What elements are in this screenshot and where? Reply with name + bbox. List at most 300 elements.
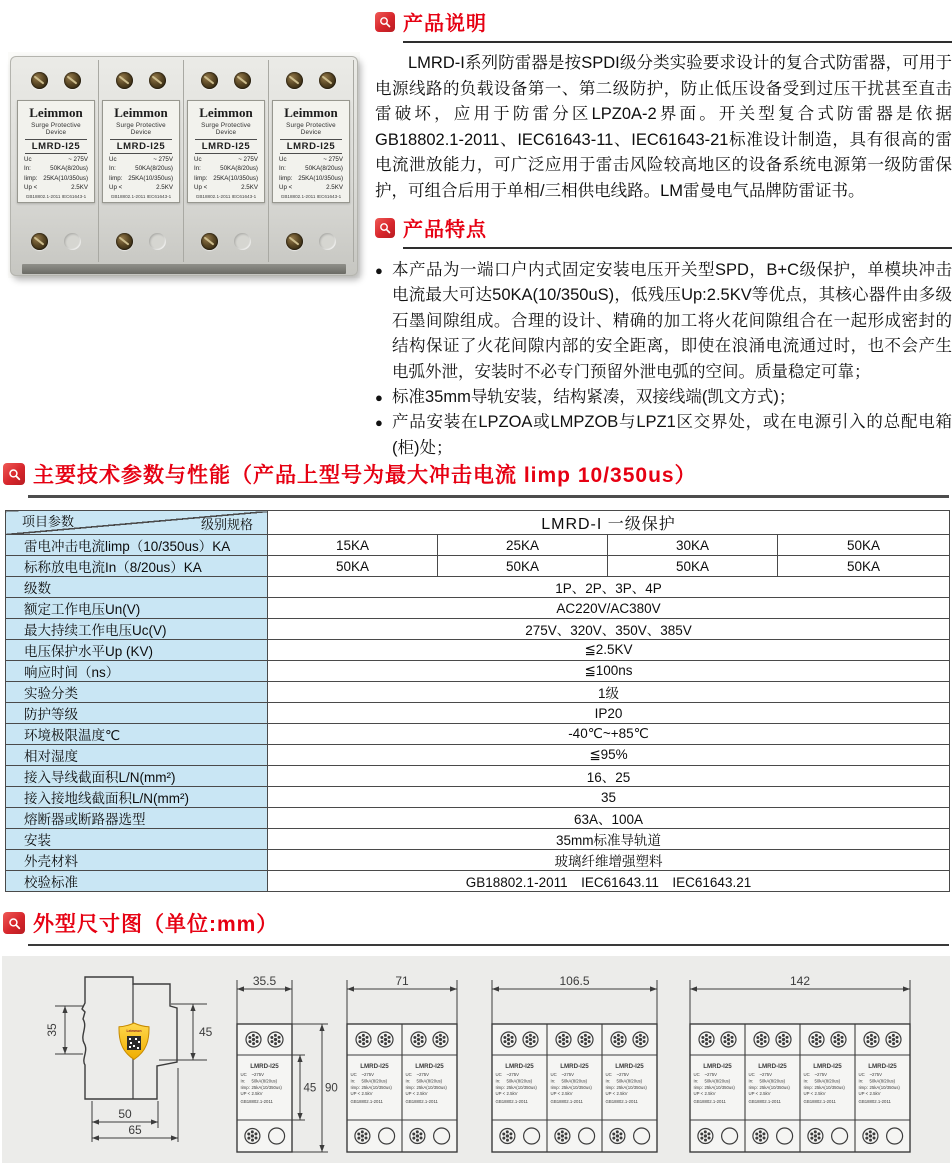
svg-text:2.5kV: 2.5kV [704, 1091, 716, 1097]
spec-value: 2.5KV [71, 183, 88, 191]
table-row [6, 703, 950, 724]
svg-text:2.5kV: 2.5kV [814, 1091, 826, 1097]
spec-line [105, 156, 177, 163]
module-label [187, 100, 265, 203]
brand-subtitle: Surge Protective Device [286, 122, 336, 136]
spec-line [190, 156, 262, 163]
table-row [6, 640, 950, 661]
front-view-drawing-4p [687, 970, 916, 1160]
param-value: 50KA [778, 535, 950, 556]
svg-text:~275V: ~275V [814, 1072, 828, 1077]
product-photo-modules [10, 56, 358, 276]
svg-text:50kA(8/20us): 50kA(8/20us) [361, 1078, 388, 1084]
corner-label-spec: 级别规格 [200, 517, 253, 532]
screw-row-top [99, 60, 183, 93]
brand-subtitle: Surge Protective Device [31, 122, 81, 136]
spec-value: 25KA(10/350us) [128, 174, 173, 182]
param-value: 63A、100A [268, 808, 950, 829]
parameters-table [5, 510, 950, 892]
spec-line [105, 175, 177, 182]
model-label: LMRD-I25 [195, 139, 257, 154]
spec-line [20, 156, 92, 163]
param-label: 熔断器或断路器选型 [6, 808, 268, 829]
spec-value: 50KA(8/20us) [50, 165, 88, 173]
svg-text:50kA(8/20us): 50kA(8/20us) [416, 1078, 443, 1084]
screw-icon [319, 72, 336, 89]
spec-line [20, 165, 92, 172]
spec-value: 2.5KV [326, 183, 343, 191]
screw-row-bottom [184, 221, 268, 262]
spec-value: 25KA(10/350us) [43, 174, 88, 182]
svg-text:25kA(10/350us): 25kA(10/350us) [361, 1084, 392, 1090]
svg-text:2.5kV: 2.5kV [251, 1091, 263, 1097]
section-header-parameters [3, 459, 697, 489]
svg-text:45: 45 [199, 1025, 213, 1039]
param-value: 玻璃纤维增强塑料 [268, 850, 950, 871]
param-value: 50KA [608, 556, 778, 577]
svg-text:UC: UC [405, 1072, 412, 1077]
svg-text:GB18802.1-2011: GB18802.1-2011 [405, 1099, 438, 1105]
screw-icon [116, 72, 133, 89]
svg-text:50kA(8/20us): 50kA(8/20us) [251, 1078, 278, 1084]
feature-list [375, 258, 952, 461]
spec-value: ~ 275V [153, 156, 173, 164]
svg-text:In:: In: [605, 1078, 611, 1084]
brand-subtitle: Surge Protective Device [116, 122, 166, 136]
table-row [6, 745, 950, 766]
svg-text:2.5kV: 2.5kV [759, 1091, 771, 1097]
brand-subtitle: Surge Protective Device [201, 122, 251, 136]
svg-text:LMRD-I25: LMRD-I25 [758, 1063, 787, 1070]
front-view-drawing-1p [234, 970, 340, 1160]
param-label: 标称放电电流In（8/20us）KA [6, 556, 268, 577]
table-row [6, 598, 950, 619]
svg-text:Iimp:: Iimp: [858, 1084, 868, 1090]
svg-text:35: 35 [45, 1023, 59, 1037]
svg-text:GB18802.1-2011: GB18802.1-2011 [693, 1099, 726, 1105]
spec-key: Up < [194, 183, 208, 191]
svg-text:50kA(8/20us): 50kA(8/20us) [616, 1078, 643, 1084]
svg-text:65: 65 [128, 1123, 142, 1137]
table-row [6, 724, 950, 745]
spec-key: Iimp: [279, 174, 293, 182]
section-title-dimensions: 外型尺寸图（单位:mm） [33, 913, 279, 936]
spec-value: ~ 275V [68, 156, 88, 164]
svg-text:Iimp:: Iimp: [605, 1084, 615, 1090]
param-label: 相对湿度 [6, 745, 268, 766]
screw-row-top [14, 60, 98, 93]
svg-text:UP <: UP < [350, 1091, 361, 1097]
table-row [6, 829, 950, 850]
table-row [6, 787, 950, 808]
svg-text:25kA(10/350us): 25kA(10/350us) [616, 1084, 647, 1090]
svg-text:UC: UC [858, 1072, 865, 1077]
photo-module [184, 60, 269, 262]
spec-line [105, 165, 177, 172]
screw-row-bottom [14, 221, 98, 262]
table-row [6, 661, 950, 682]
svg-text:25kA(10/350us): 25kA(10/350us) [704, 1084, 735, 1090]
svg-text:142: 142 [789, 974, 811, 988]
spec-line [275, 184, 347, 191]
svg-text:50kA(8/20us): 50kA(8/20us) [506, 1078, 533, 1084]
svg-text:UC: UC [495, 1072, 502, 1077]
svg-text:LMRD-I25: LMRD-I25 [250, 1063, 279, 1070]
module-label [272, 100, 350, 203]
svg-text:90: 90 [325, 1082, 338, 1095]
corner-label-param: 项目参数 [22, 514, 75, 529]
brand-label: Leimmon [199, 105, 253, 120]
brand-label: Leimmon [284, 105, 338, 120]
spec-key: Up < [24, 183, 38, 191]
svg-text:25kA(10/350us): 25kA(10/350us) [251, 1084, 282, 1090]
svg-text:25kA(10/350us): 25kA(10/350us) [814, 1084, 845, 1090]
param-value: 50KA [778, 556, 950, 577]
spec-value: 50KA(8/20us) [135, 165, 173, 173]
spec-key: Iimp: [109, 174, 123, 182]
param-value: 1P、2P、3P、4P [268, 577, 950, 598]
svg-text:25kA(10/350us): 25kA(10/350us) [416, 1084, 447, 1090]
svg-text:In:: In: [803, 1078, 809, 1084]
blank-circle [319, 233, 336, 250]
svg-text:In:: In: [748, 1078, 754, 1084]
svg-text:UC: UC [550, 1072, 557, 1077]
svg-text:In:: In: [550, 1078, 556, 1084]
table-row [6, 535, 950, 556]
spec-key: Uc [109, 156, 117, 164]
description-paragraph: LMRD-I系列防雷器是按SPDI级分类实验要求设计的复合式防雷器，可用于电源线路的负载设备第一、第二级防护，防止低压设备受到过压干扰甚至直击雷破坏，应用于防雷分区LPZ0A-2界面。开关型复合式防雷器是依据GB18802.1-2011、IEC61643-11、IEC61643-21标准设计制造，具有很高的雷电流泄放能力，可广泛应用于雷击风险较高地区的设备系统电源第一级防雷保护，可组合后用于单相/三相供电线路。LM雷曼电气品牌防雷证书。 [375, 54, 952, 200]
spec-line [105, 184, 177, 191]
svg-text:LMRD-I25: LMRD-I25 [703, 1063, 732, 1070]
table-row [6, 577, 950, 598]
model-label: LMRD-I25 [110, 139, 172, 154]
svg-text:25kA(10/350us): 25kA(10/350us) [506, 1084, 537, 1090]
front-view-drawing-3p [489, 970, 663, 1160]
product-photo [8, 52, 360, 278]
standard-label: GB18802.1-2011 IEC61643-1 [195, 193, 257, 199]
table-row [6, 619, 950, 640]
table-row [6, 556, 950, 577]
param-value: 1级 [268, 682, 950, 703]
param-label: 校验标准 [6, 871, 268, 892]
svg-text:50kA(8/20us): 50kA(8/20us) [869, 1078, 896, 1084]
svg-text:UP <: UP < [605, 1091, 616, 1097]
param-label: 接入导线截面积L/N(mm²) [6, 766, 268, 787]
svg-text:UP <: UP < [748, 1091, 759, 1097]
spec-value: ~ 275V [238, 156, 258, 164]
magnifier-icon [375, 218, 395, 238]
param-value: ≦100ns [268, 661, 950, 682]
divider-line [28, 944, 949, 946]
svg-text:Iimp:: Iimp: [495, 1084, 505, 1090]
svg-text:50kA(8/20us): 50kA(8/20us) [561, 1078, 588, 1084]
svg-text:GB18802.1-2011: GB18802.1-2011 [240, 1099, 273, 1105]
svg-text:LMRD-I25: LMRD-I25 [868, 1063, 897, 1070]
svg-text:2.5kV: 2.5kV [361, 1091, 373, 1097]
photo-module [269, 60, 354, 262]
spec-key: Iimp: [194, 174, 208, 182]
model-label: LMRD-I25 [280, 139, 342, 154]
magnifier-icon [375, 12, 395, 32]
screw-icon [286, 72, 303, 89]
svg-text:GB18802.1-2011: GB18802.1-2011 [495, 1099, 528, 1105]
screw-icon [116, 233, 133, 250]
screw-row-bottom [99, 221, 183, 262]
svg-text:UC: UC [605, 1072, 612, 1077]
spec-key: Iimp: [24, 174, 38, 182]
svg-text:Iimp:: Iimp: [803, 1084, 813, 1090]
svg-text:LMRD-I25: LMRD-I25 [505, 1063, 534, 1070]
param-value: ≦2.5KV [268, 640, 950, 661]
param-value: 275V、320V、350V、385V [268, 619, 950, 640]
svg-text:UP <: UP < [803, 1091, 814, 1097]
blank-circle [149, 233, 166, 250]
screw-icon [286, 233, 303, 250]
spec-line [275, 165, 347, 172]
svg-text:UP <: UP < [495, 1091, 506, 1097]
blank-circle [234, 233, 251, 250]
svg-text:UC: UC [350, 1072, 357, 1077]
brand-label: Leimmon [29, 105, 83, 120]
screw-icon [31, 72, 48, 89]
spec-key: Uc [24, 156, 32, 164]
spec-key: Up < [279, 183, 293, 191]
svg-text:UP <: UP < [240, 1091, 251, 1097]
spec-line [190, 165, 262, 172]
svg-text:~275V: ~275V [759, 1072, 773, 1077]
spec-key: In: [109, 165, 116, 173]
svg-text:GB18802.1-2011: GB18802.1-2011 [550, 1099, 583, 1105]
param-label: 额定工作电压Un(V) [6, 598, 268, 619]
svg-text:50kA(8/20us): 50kA(8/20us) [759, 1078, 786, 1084]
param-value: -40℃~+85℃ [268, 724, 950, 745]
svg-text:LMRD-I25: LMRD-I25 [813, 1063, 842, 1070]
param-value: 35 [268, 787, 950, 808]
standard-label: GB18802.1-2011 IEC61643-1 [110, 193, 172, 199]
table-header-row [6, 511, 950, 535]
svg-text:~275V: ~275V [416, 1072, 430, 1077]
spec-value: 25KA(10/350us) [298, 174, 343, 182]
svg-text:UC: UC [748, 1072, 755, 1077]
svg-text:Iimp:: Iimp: [240, 1084, 250, 1090]
blank-circle [64, 233, 81, 250]
spec-key: In: [279, 165, 286, 173]
param-label: 环境极限温度℃ [6, 724, 268, 745]
svg-text:2.5kV: 2.5kV [416, 1091, 428, 1097]
screw-icon [201, 233, 218, 250]
spec-line [275, 175, 347, 182]
svg-text:35.5: 35.5 [252, 974, 277, 988]
screw-row-bottom [269, 221, 353, 262]
svg-text:In:: In: [240, 1078, 246, 1084]
spec-value: ~ 275V [323, 156, 343, 164]
svg-text:~275V: ~275V [361, 1072, 375, 1077]
divider-line [28, 495, 949, 498]
param-value: 16、25 [268, 766, 950, 787]
svg-text:GB18802.1-2011: GB18802.1-2011 [858, 1099, 891, 1105]
svg-text:GB18802.1-2011: GB18802.1-2011 [803, 1099, 836, 1105]
magnifier-icon [3, 463, 25, 485]
svg-text:Iimp:: Iimp: [748, 1084, 758, 1090]
svg-text:~275V: ~275V [506, 1072, 520, 1077]
section-title-parameters: 主要技术参数与性能（产品上型号为最大冲击电流 limp 10/350us） [33, 464, 697, 487]
section-title-features: 产品特点 [403, 219, 487, 241]
svg-text:In:: In: [693, 1078, 699, 1084]
side-view-drawing [25, 970, 230, 1158]
svg-text:50kA(8/20us): 50kA(8/20us) [704, 1078, 731, 1084]
section-title-description: 产品说明 [403, 13, 487, 35]
feature-item: ● 标准35mm导轨安装，结构紧凑，双接线端(凯文方式)； [375, 385, 952, 410]
svg-text:LMRD-I25: LMRD-I25 [615, 1063, 644, 1070]
svg-text:In:: In: [858, 1078, 864, 1084]
screw-icon [234, 72, 251, 89]
param-label: 级数 [6, 577, 268, 598]
param-label: 最大持续工作电压Uc(V) [6, 619, 268, 640]
svg-text:GB18802.1-2011: GB18802.1-2011 [748, 1099, 781, 1105]
param-label: 防护等级 [6, 703, 268, 724]
svg-text:Iimp:: Iimp: [693, 1084, 703, 1090]
param-value: 30KA [608, 535, 778, 556]
table-row [6, 871, 950, 892]
svg-text:In:: In: [495, 1078, 501, 1084]
svg-text:~275V: ~275V [704, 1072, 718, 1077]
svg-text:Iimp:: Iimp: [350, 1084, 360, 1090]
magnifier-icon [3, 912, 25, 934]
svg-text:50: 50 [118, 1107, 132, 1121]
svg-text:In:: In: [350, 1078, 356, 1084]
svg-text:LMRD-I25: LMRD-I25 [360, 1063, 389, 1070]
svg-text:~275V: ~275V [251, 1072, 265, 1077]
svg-text:45: 45 [303, 1082, 317, 1095]
svg-text:Leimmon: Leimmon [126, 1029, 142, 1033]
param-value: 50KA [438, 556, 608, 577]
screw-icon [31, 233, 48, 250]
photo-module [99, 60, 184, 262]
param-value: 15KA [268, 535, 438, 556]
svg-text:2.5kV: 2.5kV [561, 1091, 573, 1097]
svg-text:UC: UC [803, 1072, 810, 1077]
spec-value: 50KA(8/20us) [220, 165, 258, 173]
svg-text:LMRD-I25: LMRD-I25 [560, 1063, 589, 1070]
spec-key: Uc [194, 156, 202, 164]
param-label: 接入接地线截面积L/N(mm²) [6, 787, 268, 808]
table-corner-cell [6, 511, 268, 535]
svg-text:~275V: ~275V [869, 1072, 883, 1077]
section-header-description [375, 7, 952, 36]
param-value: ≦95% [268, 745, 950, 766]
svg-text:2.5kV: 2.5kV [616, 1091, 628, 1097]
spec-value: 2.5KV [156, 183, 173, 191]
param-value: IP20 [268, 703, 950, 724]
svg-text:2.5kV: 2.5kV [869, 1091, 881, 1097]
screw-row-top [269, 60, 353, 93]
standard-label: GB18802.1-2011 IEC61643-1 [280, 193, 342, 199]
screw-icon [64, 72, 81, 89]
spec-value: 50KA(8/20us) [305, 165, 343, 173]
svg-text:~275V: ~275V [616, 1072, 630, 1077]
front-view-drawing-2p [344, 970, 463, 1160]
table-row [6, 682, 950, 703]
table-row [6, 766, 950, 787]
screw-row-top [184, 60, 268, 93]
spec-line [20, 184, 92, 191]
param-label: 响应时间（ns） [6, 661, 268, 682]
svg-text:UP <: UP < [550, 1091, 561, 1097]
table-header-span: LMRD-I 一级保护 [268, 511, 950, 535]
svg-text:25kA(10/350us): 25kA(10/350us) [759, 1084, 790, 1090]
svg-text:25kA(10/350us): 25kA(10/350us) [561, 1084, 592, 1090]
screw-icon [201, 72, 218, 89]
spec-key: Uc [279, 156, 287, 164]
svg-text:50kA(8/20us): 50kA(8/20us) [814, 1078, 841, 1084]
spec-value: 2.5KV [241, 183, 258, 191]
spec-line [190, 184, 262, 191]
photo-module [14, 60, 99, 262]
din-rail [22, 264, 346, 274]
feature-item: ● 产品安装在LPZOA或LMPZOB与LPZ1区交界处，或在电源引入的总配电箱(柜)处； [375, 410, 952, 461]
param-value: GB18802.1-2011 IEC61643.11 IEC61643.21 [268, 871, 950, 892]
svg-text:In:: In: [405, 1078, 411, 1084]
param-label: 安装 [6, 829, 268, 850]
divider-line [403, 41, 952, 43]
param-label: 电压保护水平Up (KV) [6, 640, 268, 661]
svg-text:UP <: UP < [693, 1091, 704, 1097]
section-header-dimensions [3, 908, 278, 938]
svg-text:2.5kV: 2.5kV [506, 1091, 518, 1097]
svg-text:UC: UC [240, 1072, 247, 1077]
screw-icon [149, 72, 166, 89]
model-label: LMRD-I25 [25, 139, 87, 154]
param-label: 雷电冲击电流limp（10/350us）KA [6, 535, 268, 556]
svg-text:UC: UC [693, 1072, 700, 1077]
svg-text:LMRD-I25: LMRD-I25 [415, 1063, 444, 1070]
svg-text:~275V: ~275V [561, 1072, 575, 1077]
svg-text:Iimp:: Iimp: [550, 1084, 560, 1090]
svg-text:71: 71 [395, 974, 409, 988]
module-label [102, 100, 180, 203]
standard-label: GB18802.1-2011 IEC61643-1 [25, 193, 87, 199]
param-value: 50KA [268, 556, 438, 577]
section-header-features [375, 213, 952, 242]
brand-label: Leimmon [114, 105, 168, 120]
param-label: 外壳材料 [6, 850, 268, 871]
svg-text:106.5: 106.5 [559, 974, 590, 988]
spec-key: In: [194, 165, 201, 173]
svg-text:GB18802.1-2011: GB18802.1-2011 [605, 1099, 638, 1105]
divider-line [403, 247, 952, 249]
spec-key: In: [24, 165, 31, 173]
spec-key: Up < [109, 183, 123, 191]
parameters-table-body [6, 511, 950, 892]
dimension-panel [2, 956, 950, 1163]
module-label [17, 100, 95, 203]
spec-value: 25KA(10/350us) [213, 174, 258, 182]
svg-text:UP <: UP < [858, 1091, 869, 1097]
svg-text:GB18802.1-2011: GB18802.1-2011 [350, 1099, 383, 1105]
param-value: 35mm标准导轨道 [268, 829, 950, 850]
spec-line [20, 175, 92, 182]
param-value: AC220V/AC380V [268, 598, 950, 619]
spec-line [275, 156, 347, 163]
svg-text:Iimp:: Iimp: [405, 1084, 415, 1090]
param-value: 25KA [438, 535, 608, 556]
right-column [375, 7, 952, 461]
table-row [6, 850, 950, 871]
table-row [6, 808, 950, 829]
feature-item: ● 本产品为一端口户内式固定安装电压开关型SPD，B+C级保护，单模块冲击电流最大可达50KA(10/350uS)，低残压Up:2.5KV等优点，其核心器件由多级石墨间隙组成。合理的设计、精确的加工将火花间隙组合在一起形成密封的结构保证了火花间隙内部的安全距离，即使在浪涌电流通过时，也不会产生电弧外泄，安装时不必专门预留外泄电弧的空间。质量稳定可靠； [375, 258, 952, 385]
svg-text:25kA(10/350us): 25kA(10/350us) [869, 1084, 900, 1090]
param-label: 实验分类 [6, 682, 268, 703]
